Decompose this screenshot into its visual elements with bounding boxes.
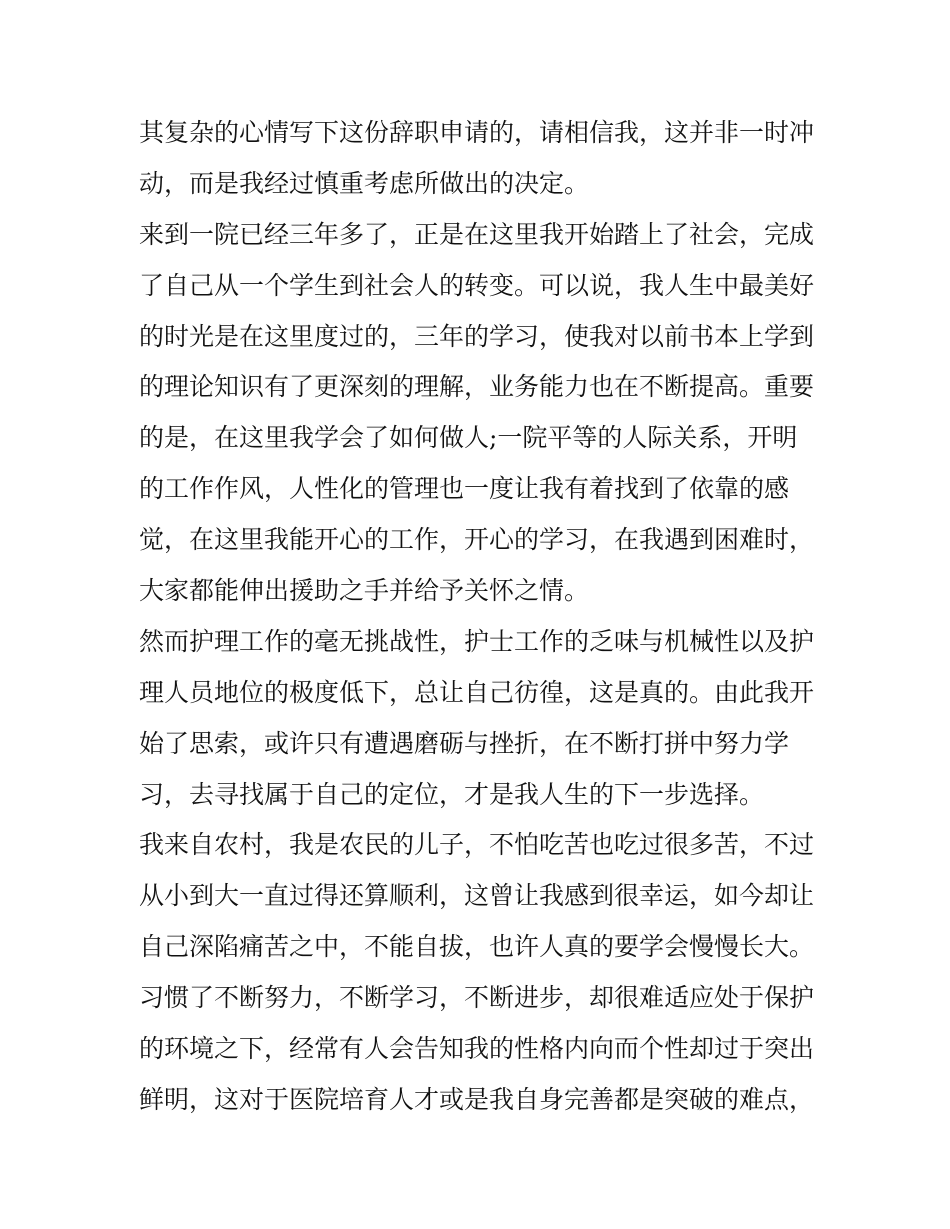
text-line-18: 习惯了不断努力，不断学习，不断进步，却很难适应处于保护 — [139, 983, 815, 1013]
text-line-17: 自己深陷痛苦之中，不能自拔，也许人真的要学会慢慢长大。 — [139, 932, 815, 962]
text-line-8: 的工作作风，人性化的管理也一度让我有着找到了依靠的感 — [139, 474, 790, 504]
text-line-5: 的时光是在这里度过的，三年的学习，使我对以前书本上学到 — [139, 321, 815, 351]
text-line-1: 其复杂的心情写下这份辞职申请的，请相信我，这并非一时冲 — [139, 118, 815, 147]
text-line-11: 然而护理工作的毫无挑战性，护士工作的乏味与机械性以及护 — [139, 626, 815, 656]
text-line-6: 的理论知识有了更深刻的理解，业务能力也在不断提高。重要 — [139, 372, 815, 402]
text-line-7: 的是，在这里我学会了如何做人;一院平等的人际关系，开明 — [139, 423, 798, 453]
text-line-12: 理人员地位的极度低下，总让自己彷徨，这是真的。由此我开 — [139, 677, 815, 707]
text-line-14: 习，去寻找属于自己的定位，才是我人生的下一步选择。 — [139, 779, 765, 809]
text-line-2: 动，而是我经过慎重考虑所做出的决定。 — [139, 168, 590, 198]
text-line-13: 始了思索，或许只有遭遇磨砺与挫折，在不断打拼中努力学 — [139, 728, 790, 758]
body-text — [139, 108, 819, 1126]
text-line-9: 觉，在这里我能开心的工作，开心的学习，在我遇到困难时， — [139, 525, 815, 555]
text-line-4: 了自己从一个学生到社会人的转变。可以说，我人生中最美好 — [139, 270, 815, 300]
text-line-20: 鲜明，这对于医院培育人才或是我自身完善都是突破的难点， — [139, 1084, 815, 1114]
text-line-10: 大家都能伸出援助之手并给予关怀之情。 — [139, 576, 590, 606]
text-line-19: 的环境之下，经常有人会告知我的性格内向而个性却过于突出 — [139, 1034, 815, 1064]
text-line-16: 从小到大一直过得还算顺利，这曾让我感到很幸运，如今却让 — [139, 881, 815, 911]
text-line-15: 我来自农村，我是农民的儿子，不怕吃苦也吃过很多苦，不过 — [139, 830, 815, 860]
text-line-3: 来到一院已经三年多了，正是在这里我开始踏上了社会，完成 — [139, 219, 815, 249]
